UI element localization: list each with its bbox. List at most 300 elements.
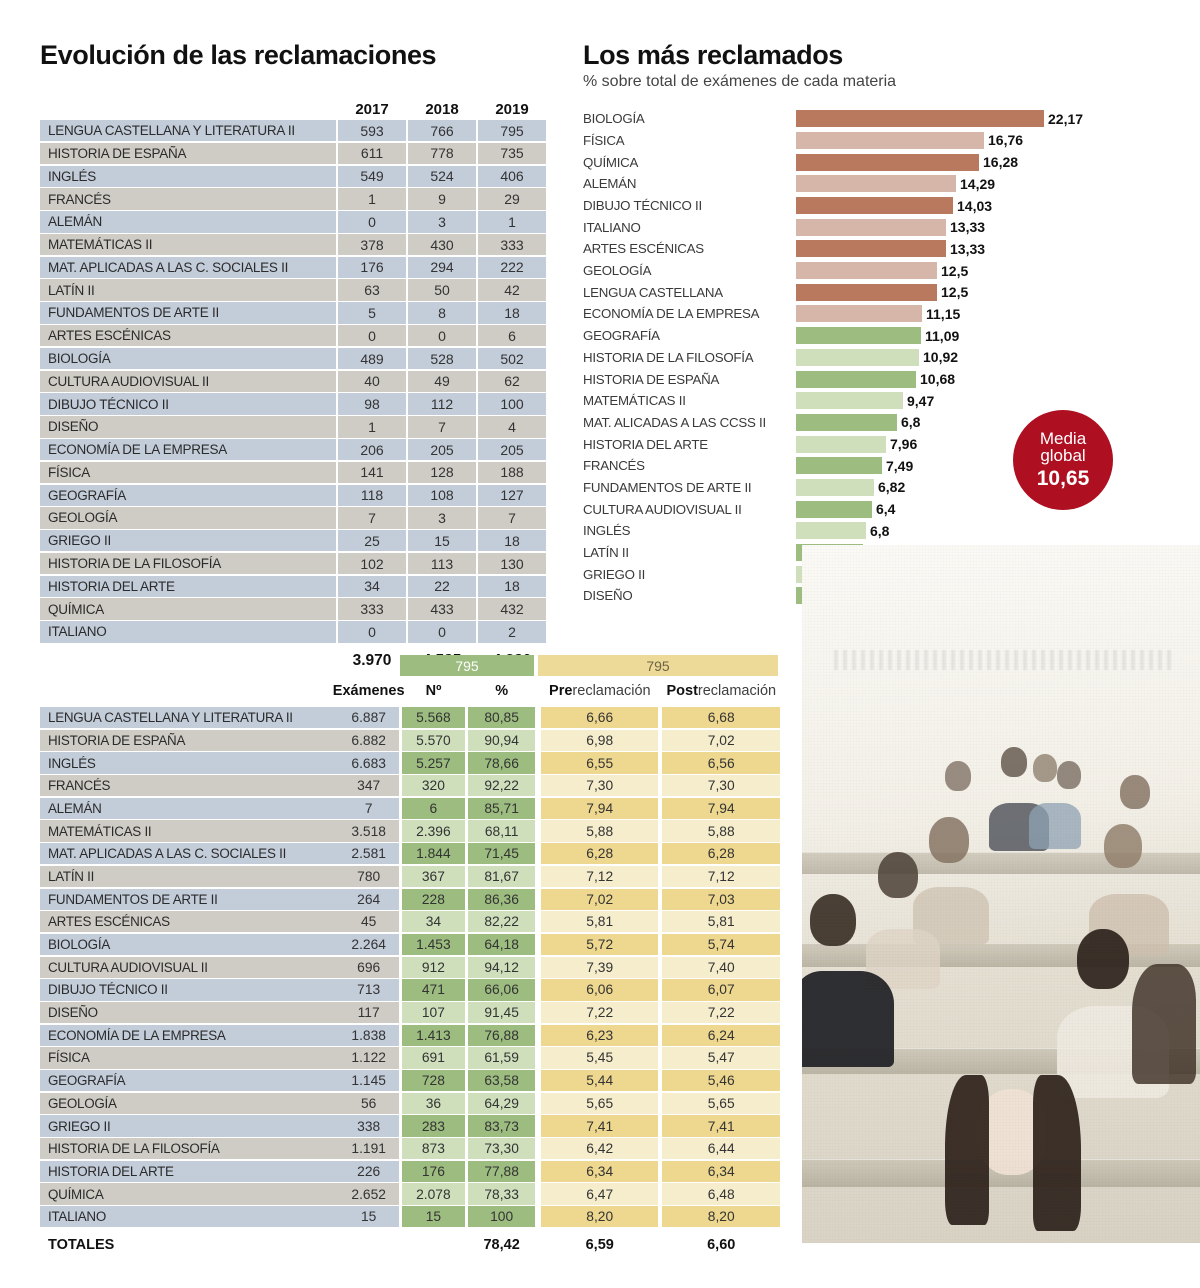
ranking-bar-row (583, 521, 1183, 541)
evolution-cell-2018: 294 (408, 257, 476, 278)
detail-cell-pre: 7,12 (541, 866, 659, 887)
detail-cell-post: 7,12 (662, 866, 780, 887)
evolution-cell-2019: 100 (478, 393, 546, 414)
evolution-row (40, 621, 550, 642)
evolution-row-subject: CULTURA AUDIOVISUAL II (40, 371, 336, 392)
ranking-bar-track (796, 436, 1183, 453)
evolution-row (40, 462, 550, 483)
detail-cell-numero: 691 (402, 1047, 466, 1068)
evolution-cell-2018: 9 (408, 188, 476, 209)
ranking-subtitle: % sobre total de exámenes de cada materia (583, 73, 897, 90)
evolution-row (40, 188, 550, 209)
detail-cell-pre: 7,94 (541, 798, 659, 819)
detail-row (40, 1002, 780, 1023)
evolution-cell-2018: 50 (408, 279, 476, 300)
detail-cell-porcentaje: 68,11 (468, 820, 535, 841)
detail-cell-pre: 6,42 (541, 1138, 659, 1159)
ranking-bar-label: HISTORIA DE LA FILOSOFÍA (583, 349, 754, 365)
evolution-cell-2019: 406 (478, 166, 546, 187)
evolution-row-subject: DISEÑO (40, 416, 336, 437)
detail-cell-numero: 873 (402, 1138, 466, 1159)
ranking-bar-row (583, 152, 1183, 172)
detail-row-subject: DIBUJO TÉCNICO II (40, 979, 339, 1000)
evolution-cell-2018: 112 (408, 393, 476, 414)
ranking-bar-track (796, 175, 1183, 192)
evolution-row-subject: QUÍMICA (40, 598, 336, 619)
ranking-bar-track (796, 219, 1183, 236)
detail-cell-post: 6,24 (662, 1025, 780, 1046)
detail-cell-porcentaje: 63,58 (468, 1070, 535, 1091)
evolution-cell-2018: 430 (408, 234, 476, 255)
evolution-cell-2018: 3 (408, 507, 476, 528)
ranking-bar-track (796, 501, 1183, 518)
detail-cell-porcentaje: 82,22 (468, 911, 535, 932)
detail-row-subject: GRIEGO II (40, 1115, 339, 1136)
ranking-bar-row (583, 195, 1183, 215)
evolution-row (40, 302, 550, 323)
ranking-bar (796, 132, 984, 149)
evolution-row-subject: HISTORIA DE ESPAÑA (40, 143, 336, 164)
ranking-bar-value: 16,76 (988, 132, 1024, 149)
evolution-cell-2017: 98 (338, 393, 406, 414)
detail-cell-post: 7,30 (662, 775, 780, 796)
ranking-bar-track (796, 240, 1183, 257)
detail-cell-numero: 2.078 (402, 1183, 466, 1204)
detail-cell-post: 6,34 (662, 1161, 780, 1182)
evolution-row-subject: BIOLOGÍA (40, 348, 336, 369)
detail-cell-pre: 5,45 (541, 1047, 659, 1068)
detail-row-subject: GEOLOGÍA (40, 1093, 339, 1114)
detail-cell-porcentaje: 73,30 (468, 1138, 535, 1159)
evolution-cell-2019: 205 (478, 439, 546, 460)
evolution-cell-2019: 130 (478, 553, 546, 574)
detail-row (40, 866, 780, 887)
ranking-bar (796, 110, 1044, 127)
detail-cell-post: 5,81 (662, 911, 780, 932)
detail-cell-porcentaje: 77,88 (468, 1161, 535, 1182)
ranking-bar-label: FRANCÉS (583, 458, 645, 474)
detail-cell-porcentaje: 85,71 (468, 798, 535, 819)
detail-cell-examenes: 2.581 (339, 843, 399, 864)
detail-cell-numero: 471 (402, 979, 466, 1000)
evolution-row (40, 325, 550, 346)
detail-total-pre: 6,59 (585, 1237, 614, 1254)
ranking-bar-row (583, 369, 1183, 389)
ranking-bar-value: 7,96 (890, 436, 918, 453)
detail-table (40, 655, 780, 1258)
evolution-row (40, 166, 550, 187)
detail-row (40, 1047, 780, 1068)
detail-cell-porcentaje: 80,85 (468, 707, 535, 728)
detail-row-subject: ITALIANO (40, 1206, 339, 1227)
detail-cell-porcentaje: 78,33 (468, 1183, 535, 1204)
evolution-cell-2017: 593 (338, 120, 406, 141)
evolution-cell-2018: 766 (408, 120, 476, 141)
detail-row-subject: FRANCÉS (40, 775, 339, 796)
ranking-bar-label: HISTORIA DE ESPAÑA (583, 371, 720, 387)
detail-cell-numero: 15 (402, 1206, 466, 1227)
ranking-bar-value: 16,28 (983, 154, 1019, 171)
ranking-bar-track (796, 479, 1183, 496)
evolution-row-subject: FUNDAMENTOS DE ARTE II (40, 302, 336, 323)
ranking-bar-row (583, 304, 1183, 324)
evolution-row-subject: HISTORIA DEL ARTE (40, 576, 336, 597)
detail-cell-post: 5,74 (662, 934, 780, 955)
evolution-cell-2017: 5 (338, 302, 406, 323)
ranking-bar-label: CULTURA AUDIOVISUAL II (583, 501, 742, 517)
ranking-bar-label: DIBUJO TÉCNICO II (583, 198, 702, 214)
detail-cell-numero: 36 (402, 1093, 466, 1114)
detail-cell-pre: 8,20 (541, 1206, 659, 1227)
evolution-row-subject: ARTES ESCÉNICAS (40, 325, 336, 346)
evolution-cell-2019: 735 (478, 143, 546, 164)
detail-row-subject: CULTURA AUDIOVISUAL II (40, 957, 339, 978)
ranking-bar-value: 14,03 (957, 197, 993, 214)
evolution-cell-2019: 4 (478, 416, 546, 437)
detail-header-row (40, 678, 780, 704)
detail-row (40, 1070, 780, 1091)
evolution-row-subject: FRANCÉS (40, 188, 336, 209)
evolution-cell-2019: 6 (478, 325, 546, 346)
detail-cell-porcentaje: 92,22 (468, 775, 535, 796)
ranking-bar-row (583, 174, 1183, 194)
detail-cell-numero: 5.257 (402, 752, 466, 773)
detail-row-subject: HISTORIA DEL ARTE (40, 1161, 339, 1182)
ranking-bar-value: 22,17 (1048, 110, 1084, 127)
ranking-bar-row (583, 282, 1183, 302)
detail-row-subject: HISTORIA DE ESPAÑA (40, 730, 339, 751)
evolution-row-subject: HISTORIA DE LA FILOSOFÍA (40, 553, 336, 574)
detail-cell-numero: 107 (402, 1002, 466, 1023)
evolution-row (40, 416, 550, 437)
detail-row (40, 798, 780, 819)
evolution-cell-2018: 0 (408, 621, 476, 642)
ranking-bar-label: LATÍN II (583, 545, 629, 561)
detail-cell-porcentaje: 100 (468, 1206, 535, 1227)
detail-row-subject: QUÍMICA (40, 1183, 339, 1204)
detail-row (40, 911, 780, 932)
detail-cell-numero: 228 (402, 889, 466, 910)
detail-row (40, 820, 780, 841)
detail-cell-examenes: 264 (339, 889, 399, 910)
ranking-bar-value: 10,68 (920, 371, 956, 388)
detail-cell-pre: 5,44 (541, 1070, 659, 1091)
detail-cell-post: 6,48 (662, 1183, 780, 1204)
detail-row (40, 1093, 780, 1114)
detail-cell-examenes: 1.191 (339, 1138, 399, 1159)
detail-row (40, 1206, 780, 1227)
ranking-bar-value: 6,8 (901, 414, 921, 431)
detail-body (40, 707, 780, 1227)
detail-cell-examenes: 56 (339, 1093, 399, 1114)
evolution-cell-2018: 128 (408, 462, 476, 483)
ranking-bar-label: INGLÉS (583, 523, 631, 539)
evolution-row (40, 234, 550, 255)
detail-row (40, 957, 780, 978)
detail-row (40, 889, 780, 910)
evolution-title: Evolución de las reclamaciones (40, 40, 437, 70)
detail-cell-examenes: 226 (339, 1161, 399, 1182)
evolution-row (40, 371, 550, 392)
media-global-badge (1013, 410, 1113, 510)
detail-cell-examenes: 2.264 (339, 934, 399, 955)
evolution-cell-2017: 63 (338, 279, 406, 300)
evolution-row-subject: ECONOMÍA DE LA EMPRESA (40, 439, 336, 460)
evolution-row-subject: DIBUJO TÉCNICO II (40, 393, 336, 414)
evolution-cell-2018: 3 (408, 211, 476, 232)
detail-cell-pre: 6,47 (541, 1183, 659, 1204)
media-badge-line2: global (1040, 446, 1086, 466)
ranking-bars (583, 109, 1183, 607)
evolution-header-2019: 2019 (495, 101, 529, 118)
evolution-cell-2019: 7 (478, 507, 546, 528)
detail-cell-porcentaje: 81,67 (468, 866, 535, 887)
evolution-row-subject: FÍSICA (40, 462, 336, 483)
evolution-cell-2017: 40 (338, 371, 406, 392)
detail-cell-examenes: 1.145 (339, 1070, 399, 1091)
evolution-cell-2018: 113 (408, 553, 476, 574)
detail-cell-pre: 6,28 (541, 843, 659, 864)
ranking-bar (796, 501, 872, 518)
ranking-bar-label: HISTORIA DEL ARTE (583, 436, 708, 452)
ranking-bar-track (796, 262, 1183, 279)
evolution-cell-2017: 378 (338, 234, 406, 255)
detail-row (40, 1138, 780, 1159)
ranking-bar-track (796, 522, 1183, 539)
ranking-bar-value: 6,82 (878, 479, 906, 496)
detail-totals-row (40, 1232, 780, 1258)
evolution-total-2017: 3.970 (352, 651, 392, 669)
evolution-cell-2019: 18 (478, 530, 546, 551)
evolution-cell-2017: 1 (338, 188, 406, 209)
evolution-cell-2019: 188 (478, 462, 546, 483)
evolution-body (40, 120, 550, 643)
ranking-bar-track (796, 457, 1183, 474)
detail-cell-numero: 728 (402, 1070, 466, 1091)
ranking-bar-label: MATEMÁTICAS II (583, 393, 686, 409)
ranking-bar (796, 240, 946, 257)
detail-cell-post: 7,22 (662, 1002, 780, 1023)
ranking-bar-value: 10,92 (923, 349, 959, 366)
detail-header-postreclamacion: Post reclamación (666, 683, 777, 699)
detail-total-post: 6,60 (707, 1237, 736, 1254)
detail-row (40, 775, 780, 796)
ranking-bar-label: GRIEGO II (583, 566, 646, 582)
detail-cell-numero: 1.844 (402, 843, 466, 864)
detail-cell-examenes: 696 (339, 957, 399, 978)
media-badge-line1: Media (1039, 428, 1087, 448)
detail-cell-post: 8,20 (662, 1206, 780, 1227)
detail-cell-pre: 5,88 (541, 820, 659, 841)
ranking-bar-label: QUÍMICA (583, 154, 639, 170)
evolution-cell-2018: 433 (408, 598, 476, 619)
detail-cell-porcentaje: 71,45 (468, 843, 535, 864)
evolution-cell-2019: 18 (478, 576, 546, 597)
ranking-bar-row (583, 217, 1183, 237)
ranking-bar-track (796, 110, 1183, 127)
evolution-cell-2019: 502 (478, 348, 546, 369)
evolution-cell-2019: 333 (478, 234, 546, 255)
ranking-bar (796, 436, 886, 453)
detail-cell-examenes: 15 (339, 1206, 399, 1227)
evolution-cell-2017: 549 (338, 166, 406, 187)
ranking-bar-label: FÍSICA (583, 132, 625, 148)
evolution-cell-2017: 176 (338, 257, 406, 278)
detail-row (40, 707, 780, 728)
evolution-cell-2019: 2 (478, 621, 546, 642)
ranking-bar-track (796, 132, 1183, 149)
detail-cell-numero: 2.396 (402, 820, 466, 841)
detail-cell-porcentaje: 90,94 (468, 730, 535, 751)
detail-cell-examenes: 3.518 (339, 820, 399, 841)
evolution-row (40, 553, 550, 574)
detail-row-subject: INGLÉS (40, 752, 339, 773)
detail-cell-pre: 5,81 (541, 911, 659, 932)
ranking-bar (796, 197, 953, 214)
evolution-row-subject: ITALIANO (40, 621, 336, 642)
detail-row-subject: ECONOMÍA DE LA EMPRESA (40, 1025, 339, 1046)
evolution-row (40, 576, 550, 597)
evolution-cell-2019: 432 (478, 598, 546, 619)
detail-cell-porcentaje: 86,36 (468, 889, 535, 910)
detail-row-subject: MAT. APLICADAS A LAS C. SOCIALES II (40, 843, 339, 864)
ranking-bar-label: GEOLOGÍA (583, 263, 652, 279)
detail-header-prereclamacion: Pre reclamación (549, 683, 651, 699)
ranking-bar (796, 327, 921, 344)
evolution-cell-2018: 0 (408, 325, 476, 346)
evolution-cell-2018: 108 (408, 485, 476, 506)
evolution-header-2018: 2018 (425, 101, 459, 118)
evolution-row (40, 507, 550, 528)
detail-cell-numero: 5.570 (402, 730, 466, 751)
evolution-cell-2018: 49 (408, 371, 476, 392)
evolution-cell-2017: 118 (338, 485, 406, 506)
evolution-header-row (40, 96, 550, 118)
ranking-bar-row (583, 130, 1183, 150)
evolution-cell-2019: 1 (478, 211, 546, 232)
detail-cell-post: 6,56 (662, 752, 780, 773)
detail-cell-pre: 7,39 (541, 957, 659, 978)
ranking-bar-row (583, 391, 1183, 411)
evolution-row (40, 143, 550, 164)
ranking-title: Los más reclamados (583, 40, 843, 70)
detail-cell-pre: 7,02 (541, 889, 659, 910)
ranking-bar-track (796, 197, 1183, 214)
ranking-bar-value: 6,4 (876, 501, 896, 518)
ranking-bar (796, 392, 903, 409)
detail-cell-examenes: 6.887 (339, 707, 399, 728)
evolution-cell-2019: 18 (478, 302, 546, 323)
detail-cell-post: 7,40 (662, 957, 780, 978)
ranking-bar (796, 175, 956, 192)
ranking-bar-label: LENGUA CASTELLANA (583, 284, 723, 300)
evolution-row (40, 485, 550, 506)
evolution-row-subject: GEOLOGÍA (40, 507, 336, 528)
ranking-bar (796, 349, 919, 366)
ranking-bar-label: ARTES ESCÉNICAS (583, 241, 704, 257)
ranking-bar-track (796, 284, 1183, 301)
evolution-cell-2018: 205 (408, 439, 476, 460)
ranking-bar-value: 13,33 (950, 219, 986, 236)
evolution-cell-2017: 102 (338, 553, 406, 574)
detail-cell-numero: 320 (402, 775, 466, 796)
detail-cell-pre: 7,30 (541, 775, 659, 796)
evolution-cell-2017: 333 (338, 598, 406, 619)
evolution-row (40, 439, 550, 460)
detail-row-subject: BIOLOGÍA (40, 934, 339, 955)
detail-cell-porcentaje: 91,45 (468, 1002, 535, 1023)
ranking-bar-label: MAT. ALICADAS A LAS CCSS II (583, 414, 766, 430)
ranking-bar-value: 9,47 (907, 392, 935, 409)
detail-cell-examenes: 7 (339, 798, 399, 819)
detail-row-subject: GEOGRAFÍA (40, 1070, 339, 1091)
detail-cell-numero: 1.413 (402, 1025, 466, 1046)
evolution-row-subject: LENGUA CASTELLANA Y LITERATURA II (40, 120, 336, 141)
detail-cell-post: 6,44 (662, 1138, 780, 1159)
detail-cell-post: 6,28 (662, 843, 780, 864)
evolution-cell-2019: 127 (478, 485, 546, 506)
evolution-cell-2019: 795 (478, 120, 546, 141)
detail-row (40, 934, 780, 955)
detail-cell-porcentaje: 64,29 (468, 1093, 535, 1114)
ranking-bar-label: GEOGRAFÍA (583, 328, 660, 344)
ranking-bar-label: FUNDAMENTOS DE ARTE II (583, 479, 752, 495)
evolution-cell-2017: 0 (338, 211, 406, 232)
detail-cell-pre: 5,65 (541, 1093, 659, 1114)
detail-row-subject: LATÍN II (40, 866, 339, 887)
evolution-cell-2017: 0 (338, 325, 406, 346)
ranking-bar (796, 414, 897, 431)
evolution-row-subject: GEOGRAFÍA (40, 485, 336, 506)
ranking-bar-label: BIOLOGÍA (583, 111, 645, 127)
detail-cell-examenes: 45 (339, 911, 399, 932)
detail-cell-post: 5,88 (662, 820, 780, 841)
ranking-bar-value: 11,09 (925, 327, 960, 344)
detail-cell-numero: 1.453 (402, 934, 466, 955)
detail-header-examenes: Exámenes (332, 683, 405, 699)
detail-cell-examenes: 780 (339, 866, 399, 887)
detail-row-subject: FUNDAMENTOS DE ARTE II (40, 889, 339, 910)
evolution-row (40, 120, 550, 141)
photo-grain-overlay (802, 545, 1200, 1243)
evolution-row-subject: MAT. APLICADAS A LAS C. SOCIALES II (40, 257, 336, 278)
evolution-row (40, 257, 550, 278)
ranking-bar (796, 262, 937, 279)
detail-row-subject: DISEÑO (40, 1002, 339, 1023)
detail-cell-examenes: 713 (339, 979, 399, 1000)
ranking-bar-row (583, 239, 1183, 259)
ranking-bar (796, 371, 916, 388)
ranking-bar-track (796, 392, 1183, 409)
detail-cell-porcentaje: 78,66 (468, 752, 535, 773)
detail-cell-porcentaje: 76,88 (468, 1025, 535, 1046)
detail-cell-examenes: 338 (339, 1115, 399, 1136)
evolution-cell-2018: 8 (408, 302, 476, 323)
evolution-row (40, 348, 550, 369)
detail-band-green: 795 (400, 655, 534, 676)
detail-header-numero: Nº (425, 683, 442, 699)
evolution-row (40, 211, 550, 232)
evolution-cell-2018: 528 (408, 348, 476, 369)
detail-row (40, 843, 780, 864)
ranking-bar (796, 457, 882, 474)
detail-row-subject: HISTORIA DE LA FILOSOFÍA (40, 1138, 339, 1159)
ranking-bar-value: 7,49 (886, 457, 914, 474)
detail-cell-pre: 6,66 (541, 707, 659, 728)
detail-cell-numero: 6 (402, 798, 466, 819)
ranking-chart (583, 42, 1183, 607)
detail-cell-porcentaje: 66,06 (468, 979, 535, 1000)
